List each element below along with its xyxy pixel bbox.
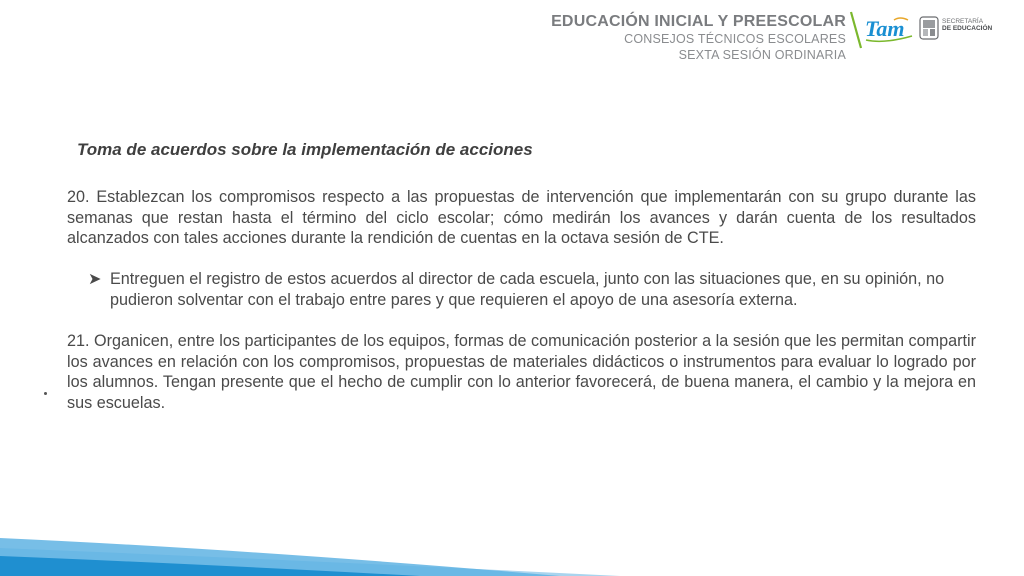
secretaria-line1: SECRETARÍA: [942, 18, 984, 25]
header-subtitle: CONSEJOS TÉCNICOS ESCOLARES: [624, 32, 846, 46]
bullet-text: Entreguen el registro de estos acuerdos al director de cada escuela, junto con las situaciones que, en su opinión, no pudieron solventar con el trabajo entre pares y que requieren el apoyo de una asesoría externa.: [110, 270, 945, 309]
paragraph-21: 21. Organicen, entre los participantes de los equipos, formas de comunicación posterior a la sesión que les permitan compartir los avances en relación con los compromisos, propuestas de materiales didácticos o instrumentos para evaluar lo logrado por los alumnos. Tengan presente que el hecho de cumplir con lo anterior favorecerá, de buena manera, el cambio y la mejora en sus escuelas.: [67, 332, 976, 412]
state-seal-icon: [918, 15, 940, 41]
secretaria-logo-text: [942, 19, 992, 33]
bottom-wave-decoration: [0, 516, 1024, 576]
paragraph-20: 20. Establezcan los compromisos respecto a las propuestas de intervención que implementarán con su grupo durante las semanas que restan hasta el término del ciclo escolar; cómo medirán los avances y darán cuenta de los resultados alcanzados con tales acciones durante la rendición de cuentas en la octava sesión de CTE.: [67, 188, 976, 248]
header-block: [551, 14, 846, 61]
section-title: Toma de acuerdos sobre la implementación de acciones: [77, 140, 533, 159]
tam-logo: [864, 14, 916, 48]
secretaria-line2: DE EDUCACIÓN: [942, 24, 993, 32]
stray-dot: [44, 392, 47, 395]
header-title: EDUCACIÓN INICIAL Y PREESCOLAR: [551, 13, 846, 30]
header-session: SEXTA SESIÓN ORDINARIA: [678, 47, 846, 62]
header-divider-slash: [848, 10, 864, 50]
bullet-item: [88, 269, 978, 311]
arrow-bullet-icon: ➤: [88, 270, 102, 288]
tam-logo-text: Tam: [865, 16, 905, 41]
